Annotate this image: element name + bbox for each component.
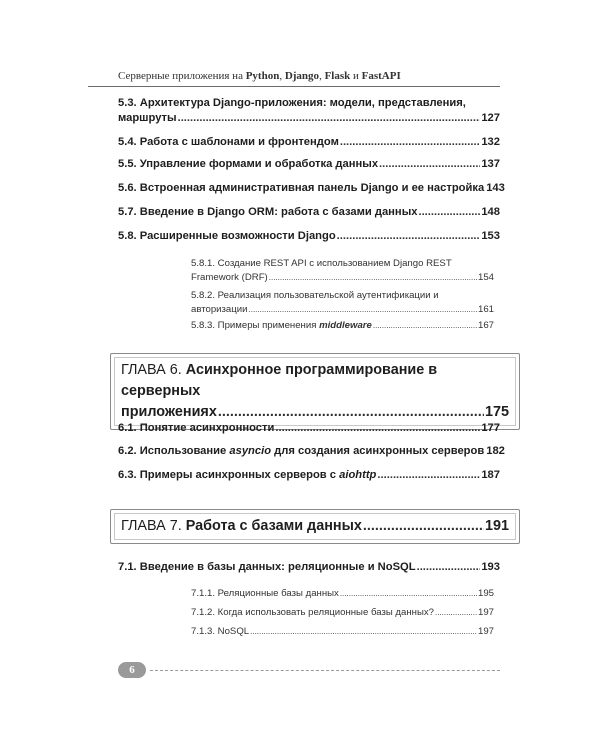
toc-entry-page: 148 — [481, 206, 500, 218]
toc-subentry-title: 5.8.3. Примеры применения — [191, 320, 320, 331]
toc-entry-page: 177 — [481, 422, 500, 434]
dot-leader — [363, 516, 484, 537]
toc-entry-page: 137 — [481, 158, 500, 170]
toc-subentry-page: 197 — [477, 607, 494, 618]
running-head-django: Django — [284, 70, 320, 82]
toc-entry-6-3[interactable] — [118, 468, 500, 483]
toc-subentry-page: 154 — [477, 271, 494, 283]
chapter-6-heading[interactable] — [110, 353, 520, 430]
toc-entry-6-2[interactable] — [118, 444, 505, 459]
toc-subentry-page: 197 — [477, 626, 494, 637]
chapter-title: Работа с базами данных — [185, 518, 362, 534]
toc-entry-title: 5.7. Введение в Django ORM: работа с базами данных — [118, 206, 418, 218]
toc-subentry-7-1-1[interactable] — [191, 587, 494, 601]
toc-entry-title-line2: маршруты — [118, 112, 177, 124]
toc-entry-title: 6.2. Использование — [118, 445, 230, 457]
toc-subentry-5-8-1[interactable] — [191, 257, 494, 284]
dot-leader — [379, 157, 480, 172]
toc-entry-title: 5.5. Управление формами и обработка данных — [118, 158, 379, 170]
toc-entry-5-7[interactable] — [118, 205, 500, 220]
chapter-title-line1: Асинхронное программирование в серверных — [121, 362, 438, 399]
toc-entry-title-suffix: для создания асинхронных серверов — [271, 445, 485, 457]
toc-entry-page: 187 — [481, 469, 500, 481]
chapter-title-line2: приложениях — [121, 404, 217, 420]
toc-subentry-title: 7.1.1. Реляционные базы данных — [191, 588, 339, 599]
chapter-label: ГЛАВА 7. — [121, 518, 186, 534]
chapter-label: ГЛАВА 6. — [121, 362, 186, 378]
toc-subentry-title-line1: 5.8.1. Создание REST API с использованием Django REST — [191, 258, 452, 269]
toc-entry-title-emphasis: asyncio — [229, 445, 272, 457]
toc-subentry-title-line2: Framework (DRF) — [191, 271, 268, 283]
dot-leader — [417, 560, 481, 575]
toc-subentry-title: 7.1.2. Когда использовать реляционные базы данных? — [191, 607, 434, 618]
page-footer — [118, 662, 500, 678]
toc-entry-5-4[interactable] — [118, 135, 500, 150]
running-head-prefix: Серверные приложения на — [118, 70, 246, 82]
dot-leader — [340, 135, 480, 150]
dot-leader — [418, 205, 480, 220]
toc-entry-7-1[interactable] — [118, 560, 500, 575]
chapter-7-heading[interactable] — [110, 509, 520, 544]
toc-subentry-7-1-2[interactable] — [191, 606, 494, 620]
toc-entry-page: 127 — [481, 112, 500, 124]
toc-subentry-page: 195 — [477, 588, 494, 599]
toc-subentry-5-8-3[interactable] — [191, 319, 494, 333]
toc-entry-5-6[interactable] — [118, 181, 505, 196]
running-head-fastapi: FastAPI — [361, 70, 401, 82]
toc-entry-title: 5.4. Работа с шаблонами и фронтендом — [118, 136, 339, 148]
toc-entry-page: 132 — [481, 136, 500, 148]
toc-entry-title-line1: 5.3. Архитектура Django-приложения: модели, представления, — [118, 97, 466, 109]
dot-leader — [337, 229, 481, 244]
dot-leader — [269, 271, 477, 285]
toc-entry-5-8[interactable] — [118, 229, 500, 244]
dot-leader — [377, 468, 480, 483]
chapter-page: 175 — [484, 404, 509, 420]
running-head-flask: Flask — [324, 70, 351, 82]
toc-subentry-title: 7.1.3. NoSQL — [191, 626, 250, 637]
toc-entry-title: 7.1. Введение в базы данных: реляционные и NoSQL — [118, 561, 416, 573]
dot-leader — [218, 402, 484, 423]
running-head-python: Python — [245, 70, 280, 82]
running-head: Серверные приложения на Python, Django, Flask и FastAPI — [118, 70, 401, 82]
toc-entry-page: 182 — [486, 445, 505, 457]
dot-leader — [250, 625, 477, 639]
dot-leader — [373, 319, 477, 333]
toc-subentry-5-8-2[interactable] — [191, 289, 494, 316]
toc-entry-title: 5.8. Расширенные возможности Django — [118, 230, 336, 242]
dot-leader — [178, 111, 481, 126]
toc-entry-title: 5.6. Встроенная административная панель Django и ее настройка — [118, 182, 485, 194]
toc-subentry-title-line2: авторизации — [191, 303, 248, 315]
toc-entry-6-1[interactable] — [118, 421, 500, 436]
dot-leader — [249, 303, 477, 317]
toc-entry-page: 153 — [481, 230, 500, 242]
toc-subentry-7-1-3[interactable] — [191, 625, 494, 639]
toc-entry-title: 6.1. Понятие асинхронности — [118, 422, 275, 434]
dot-leader — [340, 587, 477, 601]
toc-entry-5-5[interactable] — [118, 157, 500, 172]
header-rule — [88, 86, 500, 87]
toc-entry-5-3[interactable] — [118, 96, 500, 126]
chapter-page: 191 — [484, 518, 509, 534]
toc-entry-title-emphasis: aiohttp — [339, 469, 377, 481]
toc-entry-title: 6.3. Примеры асинхронных серверов с — [118, 469, 340, 481]
toc-entry-page: 193 — [481, 561, 500, 573]
page-number-badge: 6 — [118, 662, 146, 678]
dot-leader — [275, 421, 480, 436]
toc-subentry-page: 161 — [477, 303, 494, 315]
toc-entry-page: 143 — [486, 182, 505, 194]
toc-subentry-title-line1: 5.8.2. Реализация пользовательской аутентификации и — [191, 290, 439, 301]
toc-subentry-page: 167 — [477, 320, 494, 331]
footer-dashed-rule — [150, 670, 500, 671]
dot-leader — [435, 606, 477, 620]
toc-subentry-title-emphasis: middleware — [319, 320, 372, 331]
